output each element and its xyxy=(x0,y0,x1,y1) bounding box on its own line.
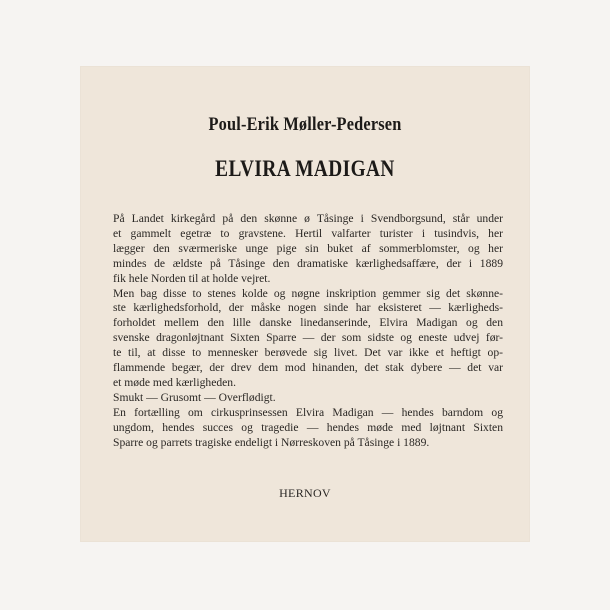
text-line: mindes de ældste på Tåsinge den dramatiske kærlighedsaffære, der i 1889 xyxy=(113,256,503,270)
text-line: forholdet mellem den lille danske linedanserinde, Elvira Madigan og den xyxy=(113,316,503,330)
text-line: et gammelt egetræ to gravstene. Hertil valfarter turister i tusindvis, her xyxy=(113,226,503,240)
text-line: ungdom, hendes succes og tragedie — hendes møde med løjtnant Sixten xyxy=(113,420,503,434)
book-back-cover xyxy=(80,66,530,542)
text-line: På Landet kirkegård på den skønne ø Tåsinge i Svendborgsund, står under xyxy=(113,212,503,225)
text-line: Sparre og parrets tragiske endeligt i Nørreskoven på Tåsinge i 1889. xyxy=(113,435,430,449)
text-line: et møde med kærligheden. xyxy=(113,375,236,389)
text-line: lægger den sværmeriske unge pige sin buket af sommerblomster, og her xyxy=(113,241,503,255)
text-line: ste kærlighedsforhold, der måske nogen sinde har eksisteret — kærligheds- xyxy=(113,301,503,315)
text-line: svenske dragonløjtnant Sixten Sparre — der som sidste og eneste udvej før- xyxy=(113,331,503,345)
text-line: flammende begær, der drev dem mod hinanden, det stak dybere — det var xyxy=(113,361,503,375)
text-line: Smukt — Grusomt — Overflødigt. xyxy=(113,390,276,404)
text-line: Men bag disse to stenes kolde og nøgne inskription gemmer sig det skønne- xyxy=(113,286,503,300)
book-title: ELVIRA MADIGAN xyxy=(215,156,395,181)
text-line: fik hele Norden til at holde vejret. xyxy=(113,271,271,285)
author-name: Poul-Erik Møller-Pedersen xyxy=(208,114,402,135)
text-line: En fortælling om cirkusprinsessen Elvira Madigan — hendes barndom og xyxy=(113,405,503,419)
publisher-name: HERNOV xyxy=(279,486,331,500)
text-line: te til, at disse to mennesker berøvede sig livet. Det var ikke et heftigt op- xyxy=(113,346,503,360)
blurb-text xyxy=(113,212,503,451)
